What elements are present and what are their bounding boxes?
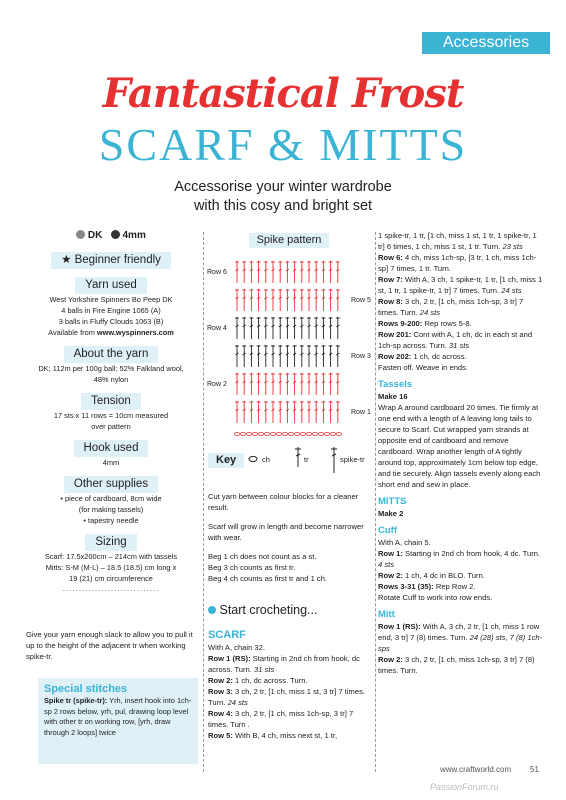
sizing-line: Mitts: S-M (M-L) – 18.5 (18.5) cm long x bbox=[45, 563, 177, 572]
row-label: Row 2: bbox=[378, 655, 403, 664]
start-heading bbox=[208, 603, 370, 617]
yarn-used-section bbox=[26, 275, 196, 338]
yarn-line: 3 balls in Fluffy Clouds 1063 (B) bbox=[58, 317, 164, 326]
special-stitch-name: Spike tr (spike-tr): bbox=[44, 696, 108, 705]
title-script: Fantastical Frost bbox=[102, 70, 464, 117]
chain-mark bbox=[276, 432, 281, 435]
row-count: 31 sts bbox=[448, 341, 470, 350]
subtitle-line-1: Accessorise your winter wardrobe bbox=[174, 179, 392, 195]
chain-mark bbox=[336, 432, 341, 435]
yarn-used-heading: Yarn used bbox=[75, 277, 147, 294]
subtitle bbox=[0, 178, 566, 216]
key-tr-label: tr bbox=[304, 455, 309, 464]
yarn-line bbox=[26, 327, 196, 338]
about-line: DK; 112m per 100g ball; 52% Falkland wool, bbox=[38, 364, 184, 373]
row-label-right: Row 5 bbox=[351, 297, 371, 304]
row-label-left: Row 6 bbox=[207, 269, 227, 276]
mitt-row bbox=[378, 654, 543, 676]
tension-heading: Tension bbox=[81, 393, 141, 410]
note: Beg 1 ch does not count as a st. bbox=[208, 552, 317, 561]
row-text: 1 spike-tr, 1 tr, [1 ch, miss 1 st, 1 tr, 1 spike-tr, 1 tr] 6 times, 1 ch, miss 1 st, 1 tr. Turn. bbox=[378, 231, 537, 251]
skill-label: Beginner friendly bbox=[74, 254, 161, 266]
supplies-line: • tapestry needle bbox=[83, 516, 139, 525]
row-text: 3 ch, 2 tr, [1 ch, miss 1ch-sp, 3 tr] 7 (8) times. Turn. bbox=[378, 655, 535, 675]
sizing-heading: Sizing bbox=[85, 534, 136, 551]
row-label: Rows 3-31 (35): bbox=[378, 582, 434, 591]
row-label-right: Row 1 bbox=[351, 409, 371, 416]
row-text: 3 ch, 2 tr, [1 ch, miss 1ch-sp, 3 tr] 7 times. Turn. bbox=[378, 297, 524, 317]
watermark: PassionForum.ru bbox=[430, 782, 499, 792]
scarf-row bbox=[378, 329, 543, 351]
cuff-row bbox=[378, 570, 543, 581]
tension-line: over pattern bbox=[91, 422, 131, 431]
yarn-ball-icon bbox=[76, 230, 85, 239]
row-count: 31 sts bbox=[254, 665, 275, 674]
section-tag: Accessories bbox=[422, 32, 550, 54]
supplies-heading: Other supplies bbox=[64, 476, 158, 493]
cuff-rotate: Rotate Cuff to work into row ends. bbox=[378, 593, 493, 602]
row-text: 4 ch, miss 1ch-sp, [3 tr, 1 ch, miss 1ch-sp] 7 times, 1 tr. Turn. bbox=[378, 253, 537, 273]
row-count: 23 sts bbox=[502, 242, 523, 251]
chain-mark bbox=[240, 432, 245, 435]
page-title: SCARF & MITTS bbox=[98, 119, 468, 170]
tassels-make: Make 16 bbox=[378, 392, 408, 401]
scarf-row bbox=[208, 653, 370, 675]
mitts-make: Make 2 bbox=[378, 509, 404, 518]
cuff-intro: With A, chain 5. bbox=[378, 538, 431, 547]
row-label: Row 1: bbox=[378, 549, 403, 558]
row-text: 1 ch, dc across. bbox=[411, 352, 467, 361]
mid-notes bbox=[208, 491, 370, 584]
left-column bbox=[26, 226, 196, 599]
fasten-off: Fasten off. Weave in ends. bbox=[378, 363, 469, 372]
yarn-line: West Yorkshire Spinners Bo Peep DK bbox=[49, 295, 173, 304]
row-label: Row 201: bbox=[378, 330, 412, 339]
chain-mark bbox=[318, 432, 323, 435]
row-label: Row 8: bbox=[378, 297, 403, 306]
yarn-meta bbox=[26, 226, 196, 246]
hook-section bbox=[26, 438, 196, 468]
tassels-heading: Tassels bbox=[378, 379, 413, 390]
row-count: 24 sts bbox=[419, 308, 441, 317]
row-label: Row 1 (RS): bbox=[378, 622, 421, 631]
sizing-section bbox=[26, 532, 196, 593]
chain-mark bbox=[258, 432, 263, 435]
chain-mark bbox=[246, 432, 251, 435]
chain-mark bbox=[306, 432, 311, 435]
note: Beg 4 ch counts as first tr and 1 ch. bbox=[208, 574, 328, 583]
dotted-divider: .............................. bbox=[62, 584, 160, 593]
supplies-section bbox=[26, 474, 196, 526]
cuff-heading: Cuff bbox=[378, 525, 397, 536]
about-section bbox=[26, 344, 196, 385]
row-label: Row 3: bbox=[208, 687, 233, 696]
about-line: 48% nylon bbox=[93, 375, 129, 384]
footer-url[interactable]: www.craftworld.com bbox=[440, 765, 512, 774]
special-stitches-box bbox=[38, 678, 198, 764]
supplier-link[interactable]: www.wyspinners.com bbox=[96, 328, 174, 337]
chain-mark bbox=[312, 432, 317, 435]
special-stitch-desc: Yrh, insert hook into 1ch-sp 2 rows below, yrh, pul, drawing loop level with other tr on working row, [yrh, draw through 2 loops] twice bbox=[44, 696, 192, 737]
row-text: Starting in 2nd ch from hook, dc across. Turn. bbox=[208, 654, 360, 674]
row-text: With A, 3 ch, 1 spike-tr, 1 tr, [1 ch, miss 1 st, 1 tr, 1 spike-tr, 1 tr] 7 times. Turn. bbox=[378, 275, 543, 295]
scarf-row bbox=[208, 708, 370, 730]
spike-pattern-chart bbox=[205, 248, 373, 444]
row-text: Rep Row 2. bbox=[433, 582, 476, 591]
scarf-row bbox=[378, 230, 543, 252]
row-label-right: Row 3 bbox=[351, 353, 371, 360]
sizing-line: Scarf: 17.5x200cm – 214cm with tassels bbox=[44, 552, 178, 561]
row-label: Row 2: bbox=[208, 676, 233, 685]
available-text: Available from bbox=[48, 328, 97, 337]
mitt-heading: Mitt bbox=[378, 609, 395, 620]
tension-line: 17 sts x 11 rows = 10cm measured bbox=[53, 411, 169, 420]
chain-mark bbox=[234, 432, 239, 435]
tension-section bbox=[26, 391, 196, 432]
supplies-line: • piece of cardboard, 8cm wide bbox=[60, 494, 162, 503]
special-text bbox=[44, 696, 192, 738]
row-text: Cont with A, 1 ch, dc in each st and 1ch-sp across. Turn. bbox=[378, 330, 533, 350]
note: Scarf will grow in length and become narrower with wear. bbox=[208, 522, 364, 542]
row-text: 1 ch, 4 dc in BLO. Turn. bbox=[402, 571, 485, 580]
row-label: Row 7: bbox=[378, 275, 403, 284]
scarf-row bbox=[208, 675, 370, 686]
column-divider bbox=[375, 232, 376, 772]
row-text: With B, 4 ch, miss next st, 1 tr, bbox=[232, 731, 338, 740]
mitt-row bbox=[378, 621, 543, 654]
row-count: 24 sts bbox=[501, 286, 522, 295]
subtitle-line-2: with this cosy and bright set bbox=[193, 198, 373, 214]
chain-mark bbox=[282, 432, 287, 435]
row-text: 3 ch, 2 tr, [1 ch, miss 1ch-sp, 3 tr] 7 times. Turn . bbox=[208, 709, 354, 729]
row-label: Row 1 (RS): bbox=[208, 654, 251, 663]
row-label: Row 4: bbox=[208, 709, 233, 718]
hook-icon bbox=[111, 230, 120, 239]
chain-mark bbox=[330, 432, 335, 435]
row-count: 24 (28) sts, 7 (8) 1ch-sps bbox=[378, 633, 543, 653]
key-row bbox=[208, 453, 370, 467]
key-heading: Key bbox=[208, 453, 244, 468]
row-count: 4 sts bbox=[378, 560, 395, 569]
row-text: 3 ch, 2 tr, [1 ch, miss 1 st, 3 tr] 7 times. Turn. bbox=[208, 687, 365, 707]
spike-tr-symbol-icon bbox=[330, 447, 338, 473]
mitts-heading: MITTS bbox=[378, 496, 407, 507]
ch-symbol-icon bbox=[248, 455, 258, 463]
hook-heading: Hook used bbox=[74, 440, 149, 457]
right-column bbox=[378, 230, 543, 676]
key-spike-label: spike-tr bbox=[340, 455, 365, 464]
chain-mark bbox=[288, 432, 293, 435]
row-label: Row 6: bbox=[378, 253, 403, 262]
spike-pattern-header bbox=[208, 230, 370, 248]
hook-line: 4mm bbox=[102, 458, 120, 467]
start-label: Start crocheting... bbox=[219, 603, 318, 617]
scarf-instructions bbox=[208, 628, 370, 741]
scarf-row bbox=[378, 252, 543, 274]
scarf-intro: With A, chain 32. bbox=[208, 643, 265, 652]
row-label-left: Row 2 bbox=[207, 381, 227, 388]
chain-mark bbox=[252, 432, 257, 435]
scarf-row bbox=[378, 296, 543, 318]
row-count: 24 sts bbox=[227, 698, 248, 707]
tr-symbol-icon bbox=[294, 447, 302, 467]
yarn-weight: DK bbox=[87, 230, 103, 241]
scarf-row bbox=[378, 274, 543, 296]
chain-mark bbox=[264, 432, 269, 435]
chain-mark bbox=[324, 432, 329, 435]
star-icon: ★ bbox=[61, 254, 75, 266]
slack-note: Give your yarn enough slack to allow you to pull it up to the height of the adjacent tr when working spike-tr. bbox=[26, 630, 193, 661]
scarf-heading: SCARF bbox=[208, 629, 246, 641]
scarf-row bbox=[208, 686, 370, 708]
row-label-left: Row 4 bbox=[207, 325, 227, 332]
column-divider bbox=[203, 232, 204, 772]
special-heading: Special stitches bbox=[44, 683, 128, 695]
scarf-row bbox=[378, 318, 543, 329]
about-heading: About the yarn bbox=[64, 346, 159, 363]
chain-mark bbox=[300, 432, 305, 435]
note: Cut yarn between colour blocks for a cleaner result. bbox=[208, 492, 359, 512]
row-text: Starting in 2nd ch from hook, 4 dc. Turn. bbox=[402, 549, 541, 558]
scarf-row bbox=[208, 730, 370, 741]
cuff-row bbox=[378, 581, 543, 592]
key-ch-label: ch bbox=[262, 455, 270, 464]
chain-mark bbox=[270, 432, 275, 435]
supplies-line: (for making tassels) bbox=[78, 505, 144, 514]
row-text: 1 ch, dc across. Turn. bbox=[232, 676, 308, 685]
spike-pattern-heading: Spike pattern bbox=[249, 233, 330, 248]
chain-mark bbox=[294, 432, 299, 435]
row-label: Rows 9-200: bbox=[378, 319, 423, 328]
sizing-line: 19 (21) cm circumference bbox=[69, 574, 153, 583]
yarn-line: 4 balls in Fire Engine 1065 (A) bbox=[61, 306, 161, 315]
scarf-row bbox=[378, 351, 543, 362]
cuff-row bbox=[378, 548, 543, 570]
note: Beg 3 ch counts as first tr. bbox=[208, 563, 296, 572]
skill-badge bbox=[51, 252, 171, 269]
row-text: Rep rows 5-8. bbox=[422, 319, 472, 328]
row-label: Row 5: bbox=[208, 731, 233, 740]
row-label: Row 2: bbox=[378, 571, 403, 580]
page-number: 51 bbox=[530, 765, 539, 774]
row-text: With A, 3 ch, 2 tr, [1 ch, miss 1 row end, 3 tr] 7 (8) times. Turn. bbox=[378, 622, 540, 642]
bullet-icon bbox=[208, 606, 216, 614]
tassels-text: Wrap A around cardboard 20 times. Tie firmly at one end with a length of A leaving long tails to secure to Scarf. Cut wrapped yarn strands at opposite end of cardboard and remove cardboard. Wrap another length of A tightly around top, approximately 1cm below top edge, and tie securely. Align tassels evenly along each short end and sew in place. bbox=[378, 403, 541, 489]
row-label: Row 202: bbox=[378, 352, 412, 361]
hook-size: 4mm bbox=[122, 230, 146, 241]
